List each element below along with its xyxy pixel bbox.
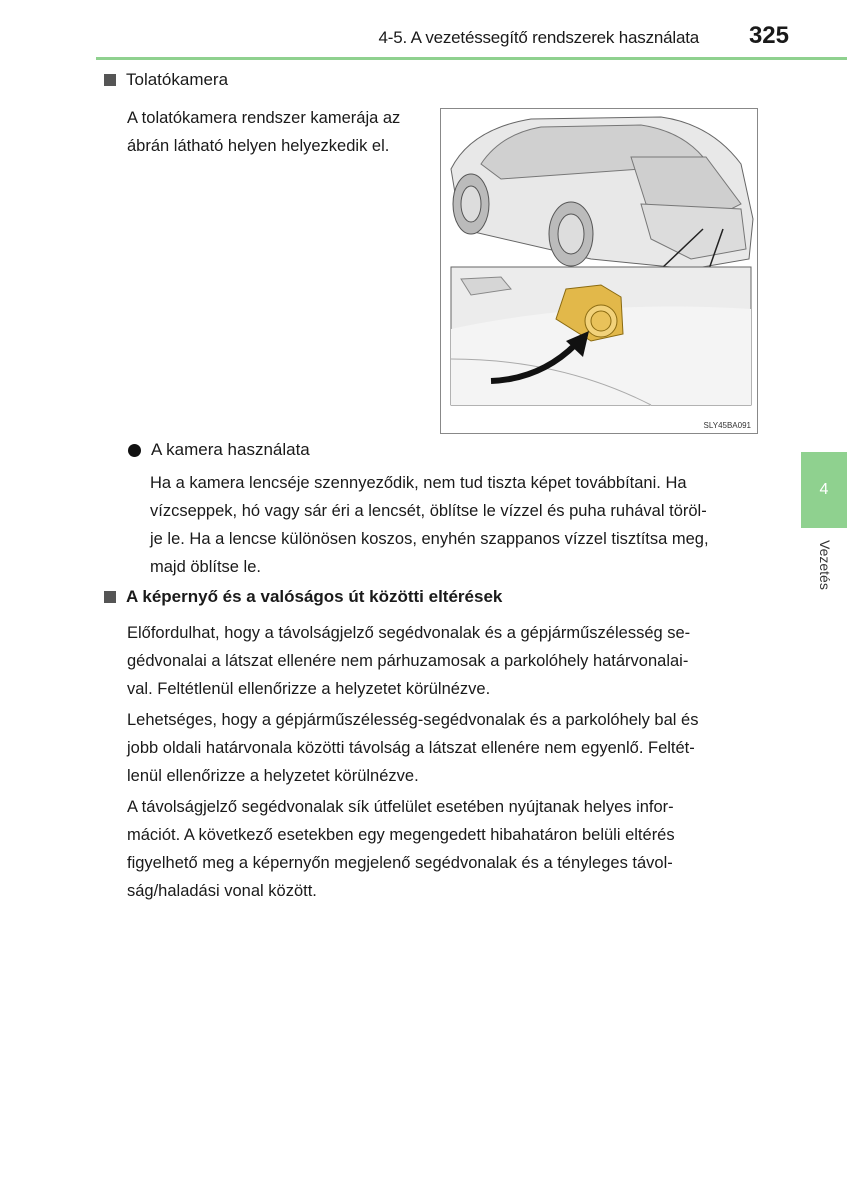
header-rule bbox=[96, 57, 847, 60]
round-bullet-icon bbox=[128, 444, 141, 457]
text-line: ság/haladási vonal között. bbox=[127, 882, 317, 900]
chapter-number: 4 bbox=[819, 481, 829, 498]
section-heading-display-differences bbox=[104, 587, 502, 607]
text-line: Ha a kamera lencséje szennyeződik, nem tud tiszta képet továbbítani. Ha bbox=[150, 474, 687, 492]
text-line: je le. Ha a lencse különösen koszos, enyhén szappanos vízzel tisztítsa meg, bbox=[150, 530, 709, 548]
section-title: Tolatókamera bbox=[126, 70, 229, 89]
bullet-camera-use bbox=[128, 440, 310, 460]
square-bullet-icon bbox=[104, 591, 116, 603]
paragraph-1 bbox=[127, 619, 757, 703]
section-title: A képernyő és a valóságos út közötti eltérések bbox=[126, 587, 503, 606]
page-number: 325 bbox=[748, 22, 789, 49]
text-line: figyelhető meg a képernyőn megjelenő segédvonalak és a tényleges távol- bbox=[127, 854, 673, 872]
square-bullet-icon bbox=[104, 74, 116, 86]
figure-code: SLY45BA091 bbox=[703, 421, 751, 430]
bullet-title: A kamera használata bbox=[151, 440, 310, 459]
car-rear-illustration bbox=[441, 109, 758, 434]
text-line: lenül ellenőrizze a helyzetet körülnézve. bbox=[127, 767, 419, 785]
text-line: majd öblítse le. bbox=[150, 558, 261, 576]
paragraph-3 bbox=[127, 793, 757, 905]
paragraph-2 bbox=[127, 706, 757, 790]
text-line: Előfordulhat, hogy a távolságjelző segédvonalak és a gépjárműszélesség se- bbox=[127, 624, 691, 642]
header-title: 4-5. A vezetéssegítő rendszerek használata bbox=[378, 28, 699, 47]
text-line: A tolatókamera rendszer kamerája az bbox=[127, 109, 401, 127]
camera-location-figure bbox=[440, 108, 758, 434]
text-line: vízcseppek, hó vagy sár éri a lencsét, öblítse le vízzel és puha ruhával töröl- bbox=[150, 502, 707, 520]
text-line: jobb oldali határvonala közötti távolság a látszat ellenére nem egyenlő. Feltét- bbox=[127, 739, 695, 757]
text-line: A távolságjelző segédvonalak sík útfelület esetében nyújtanak helyes infor- bbox=[127, 798, 674, 816]
intro-text bbox=[127, 104, 427, 160]
chapter-label: Vezetés bbox=[817, 540, 833, 590]
text-line: mációt. A következő esetekben egy megengedett hibahatáron belüli eltérés bbox=[127, 826, 675, 844]
text-line: gédvonalai a látszat ellenére nem párhuzamosak a parkolóhely határvonalai- bbox=[127, 652, 689, 670]
text-line: Lehetséges, hogy a gépjárműszélesség-segédvonalak és a parkolóhely bal és bbox=[127, 711, 699, 729]
section-heading-rear-camera bbox=[104, 70, 228, 90]
camera-use-text bbox=[150, 469, 756, 581]
text-line: ábrán látható helyen helyezkedik el. bbox=[127, 137, 390, 155]
text-line: val. Feltétlenül ellenőrizze a helyzetet körülnézve. bbox=[127, 680, 491, 698]
chapter-tab[interactable] bbox=[801, 452, 847, 528]
